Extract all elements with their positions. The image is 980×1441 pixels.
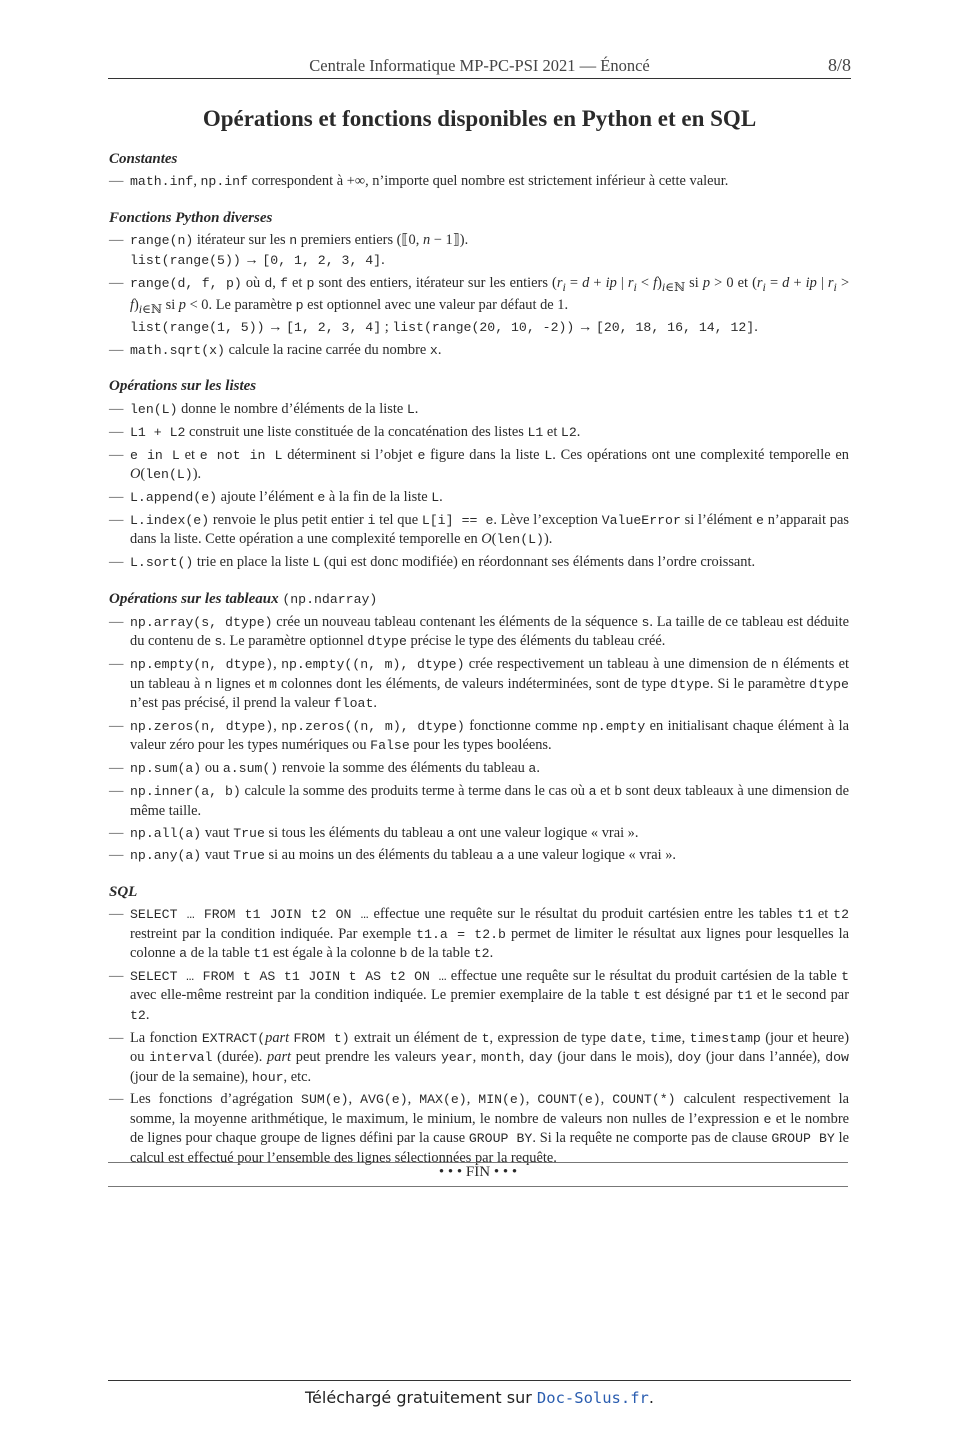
list-item: — La fonction EXTRACT(part FROM t) extrait un élément de t, expression de type date, time, timestamp (jour et heure) ou interval (durée). part peut prendre les valeurs year, month, day (jour dans le mois), doy (jour dans l’année), dow (jour de la semaine), hour, etc. [109,1029,849,1087]
section-title-tableaux: Opérations sur les tableaux (np.ndarray) [109,590,378,607]
end-marker: • • • FIN • • • [438,1164,518,1180]
list-item: — range(d, f, p) où d, f et p sont des entiers, itérateur sur les entiers ($r_i = d$ + ip | $r_i < f)_{i\in ℕ}$ si p > 0 et ($r_i = d$ + ip | $r_i > f)_{i\in ℕ}$ si p < 0. Le paramètre p est optionnel avec une valeur par défaut de 1. list(range(1, 5)) → [1, 2, 3, 4] ; list(range(20, 10, -2)) → [20, 18, 16, 14, 12]. [109,274,849,338]
list-item: — L1 + L2 construit une liste constituée de la concaténation des listes L1 et L2. [109,423,849,442]
section-title-fonctions: Fonctions Python diverses [109,209,273,226]
section-tableaux [109,590,849,866]
document-body [109,150,849,1184]
end-rule-top [108,1162,848,1163]
section-title-sql: SQL [109,883,138,900]
list-item: — SELECT … FROM t1 JOIN t2 ON … effectue une requête sur le résultat du produit cartésien entre les tables t1 et t2 restreint par la condition indiquée. Par exemple t1.a = t2.b permet de limiter le résultat aux lignes pour lesquelles la colonne a de la table t1 est égale à la colonne b de la table t2. [109,905,849,963]
page-footer [108,1388,851,1407]
list-item: — np.empty(n, dtype), np.empty((n, m), dtype) crée respectivement un tableau à une dimension de n éléments et un tableau à n lignes et m colonnes dont les éléments, de valeurs indéterminées, sont de type dtype. Si le paramètre dtype n’est pas précisé, il prend la valeur float. [109,655,849,713]
list-item: — range(n) itérateur sur les n premiers entiers (⟦0, n − 1⟧). list(range(5)) → [0, 1, 2, 3, 4]. [109,231,849,270]
list-item: — np.array(s, dtype) crée un nouveau tableau contenant les éléments de la séquence s. La taille de ce tableau est déduite du contenu de s. Le paramètre optionnel dtype précise le type des éléments du tableau créé. [109,613,849,652]
section-title-listes: Opérations sur les listes [109,378,257,395]
section-fonctions [109,209,849,361]
list-item: — len(L) donne le nombre d’éléments de la liste L. [109,400,849,419]
footer-suffix: . [648,1388,654,1407]
list-item: — np.sum(a) ou a.sum() renvoie la somme des éléments du tableau a. [109,759,849,778]
page-header [108,54,851,79]
section-title-constantes: Constantes [109,151,178,167]
list-item: — np.all(a) vaut True si tous les éléments du tableau a ont une valeur logique « vrai ». [109,824,849,843]
list-item: — SELECT … FROM t AS t1 JOIN t AS t2 ON … effectue une requête sur le résultat du produit cartésien de la table t avec elle-même restreint par la condition indiquée. Le premier exemplaire de la table t est désigné par t1 et le second par t2. [109,967,849,1025]
list-item: — np.inner(a, b) calcule la somme des produits terme à terme dans le cas où a et b sont deux tableaux à une dimension de même taille. [109,782,849,820]
footer-link[interactable]: Doc-Solus.fr [536,1389,649,1407]
list-item: — L.index(e) renvoie le plus petit entier i tel que L[i] == e. Lève l’exception ValueError si l’élément e n’apparait pas dans la liste. Cette opération a une complexité temporelle en O(len(L)). [109,511,849,550]
list-item: — np.any(a) vaut True si au moins un des éléments du tableau a a une valeur logique « vrai ». [109,846,849,865]
section-constantes [109,150,849,192]
page-number: 8/8 [827,55,851,75]
footer-rule [108,1380,851,1381]
list-item: — math.inf, np.inf correspondent à +∞, n’importe quel nombre est strictement inférieur à cette valeur. [109,172,849,191]
end-rule-bottom [108,1186,848,1187]
list-item: — math.sqrt(x) calcule la racine carrée du nombre x. [109,341,849,360]
section-listes [109,377,849,572]
section-sql [109,883,849,1167]
footer-text: Téléchargé gratuitement sur [305,1388,532,1407]
list-item: — e in L et e not in L déterminent si l’objet e figure dans la liste L. Ces opérations ont une complexité temporelle en O(len(L)). [109,446,849,485]
list-item: — np.zeros(n, dtype), np.zeros((n, m), dtype) fonctionne comme np.empty en initialisant chaque élément à la valeur zéro pour les types numériques ou False pour les types booléens. [109,717,849,756]
list-item: — Les fonctions d’agrégation SUM(e), AVG(e), MAX(e), MIN(e), COUNT(e), COUNT(*) calculent respectivement la somme, la moyenne arithmétique, le maximum, le minium, le nombre de valeurs non nulles de l’expression e et le nombre de lignes pour chaque groupe de lignes défini par la cause GROUP BY. Si la requête ne comporte pas de clause GROUP BY le calcul est effectué pour l’ensemble des lignes sélectionnées par la requête. [109,1090,849,1167]
list-item: — L.sort() trie en place la liste L (qui est donc modifiée) en réordonnant ses éléments dans l’ordre croissant. [109,553,849,572]
list-item: — L.append(e) ajoute l’élément e à la fin de la liste L. [109,488,849,507]
header-title: Centrale Informatique MP-PC-PSI 2021 — Énoncé [309,56,650,75]
page-title: Opérations et fonctions disponibles en Python et en SQL [202,106,757,131]
